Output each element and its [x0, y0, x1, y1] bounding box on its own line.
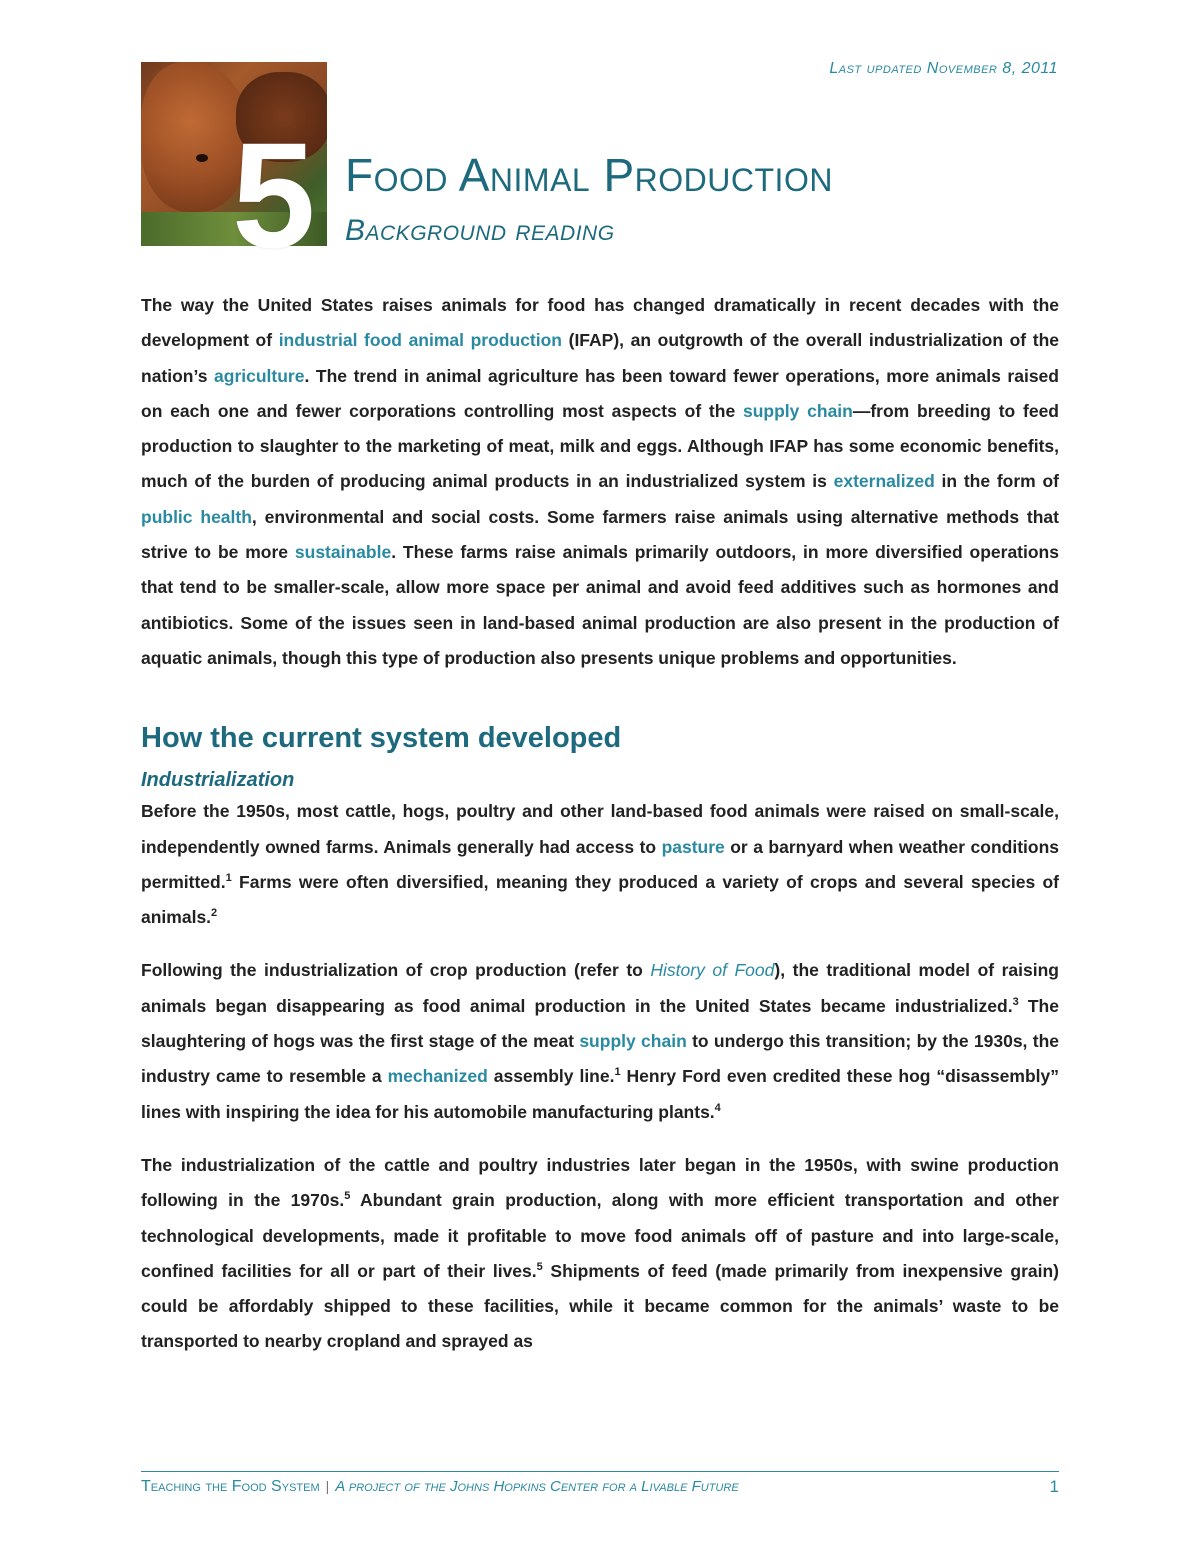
text-run: . The trend in animal agriculture has been toward fewer operations, more animals raised on each one and fewer corporations controlling most aspects of the: [141, 365, 1059, 421]
footer-separator: |: [325, 1478, 330, 1494]
text-run: Shipments of feed (made primarily from inexpensive grain) could be affordably shipped to these facilities, while it became common for the animals’ waste to be transported to nearby cropland and sprayed as: [141, 1260, 1059, 1352]
footer-divider: [141, 1471, 1059, 1472]
text-run: Before the 1950s, most cattle, hogs, poultry and other land-based food animals were raised on small-scale, independently owned farms. Animals generally had access to: [141, 801, 1059, 857]
page-footer: [141, 1477, 1059, 1497]
glossary-link[interactable]: mechanized: [387, 1066, 488, 1087]
glossary-link[interactable]: agriculture: [214, 365, 305, 386]
paragraph-3: [141, 1148, 1059, 1360]
paragraph-2: [141, 953, 1059, 1129]
text-run: assembly line.: [487, 1066, 615, 1087]
text-run: —from breeding to feed production to slaughter to the marketing of meat, milk and eggs. Although IFAP has some economic benefits, much of the burden of producing animal products in an industrialized system is: [141, 400, 1059, 492]
footnote-ref: 5: [536, 1261, 543, 1273]
page-subtitle: Background reading: [345, 214, 615, 247]
page-title: Food Animal Production: [345, 149, 833, 201]
glossary-link[interactable]: pasture: [661, 836, 725, 857]
text-run: ), the traditional model of raising animals began disappearing as food animal production in the United States became industrialized.: [141, 960, 1059, 1016]
text-run: , environmental and social costs. Some farmers raise animals using alternative methods that strive to be more: [141, 506, 1059, 563]
text-run: Following the industrialization of crop production (refer to: [141, 960, 651, 981]
reference-link[interactable]: History of Food: [650, 960, 775, 981]
glossary-link[interactable]: externalized: [833, 471, 935, 492]
glossary-link[interactable]: public health: [141, 506, 252, 527]
glossary-link[interactable]: supply chain: [742, 400, 853, 421]
footer-subtitle: A project of the Johns Hopkins Center for a Livable Future: [335, 1478, 739, 1495]
section-heading: How the current system developed: [141, 722, 622, 755]
footer-project-line: [141, 1478, 739, 1496]
text-run: or a barnyard when weather conditions permitted.: [141, 836, 1059, 892]
paragraph-1: [141, 794, 1059, 935]
text-run: The industrialization of the cattle and poultry industries later began in the 1950s, with swine production following in the 1970s.: [141, 1154, 1059, 1211]
text-run: Henry Ford even credited these hog “disassembly” lines with inspiring the idea for his automobile manufacturing plants.: [141, 1066, 1059, 1122]
footnote-ref: 2: [211, 907, 218, 920]
document-body: [141, 288, 1059, 1360]
text-run: to undergo this transition; by the 1930s, the industry came to resemble a: [141, 1031, 1059, 1087]
glossary-link[interactable]: industrial food animal production: [278, 330, 562, 351]
text-run: (IFAP), an outgrowth of the overall industrialization of the nation’s: [141, 330, 1059, 386]
footnote-ref: 1: [614, 1066, 621, 1079]
footnote-ref: 1: [225, 872, 232, 885]
footnote-ref: 5: [344, 1190, 351, 1203]
glossary-link[interactable]: sustainable: [294, 542, 392, 563]
text-run: The way the United States raises animals for food has changed dramatically in recent decades with the development of: [141, 295, 1059, 351]
footer-project: Teaching the Food System: [141, 1478, 320, 1495]
text-run: The slaughtering of hogs was the first stage of the meat: [141, 995, 1059, 1052]
glossary-link[interactable]: supply chain: [579, 1031, 687, 1052]
last-updated: Last updated November 8, 2011: [829, 60, 1058, 77]
footnote-ref: 3: [1012, 995, 1019, 1008]
text-run: in the form of: [934, 471, 1059, 492]
footnote-ref: 4: [714, 1101, 721, 1114]
text-run: Farms were often diversified, meaning they produced a variety of crops and several species of animals.: [141, 871, 1059, 928]
intro-paragraph: [141, 288, 1059, 676]
chapter-number: 5: [232, 111, 316, 279]
section-subheading: Industrialization: [141, 769, 295, 792]
text-run: Abundant grain production, along with more efficient transportation and other technological developments, made it profitable to move food animals off of pasture and into large-scale, confined facilities for all or part of their lives.: [141, 1190, 1059, 1281]
text-run: . These farms raise animals primarily outdoors, in more diversified operations that tend to be smaller-scale, allow more space per animal and avoid feed additives such as hormones and antibiotics. Some of the issues seen in land-based animal production are also present in the production of aquatic animals, though this type of production also presents unique problems and opportunities.: [141, 542, 1059, 668]
page-number: 1: [1049, 1477, 1059, 1496]
